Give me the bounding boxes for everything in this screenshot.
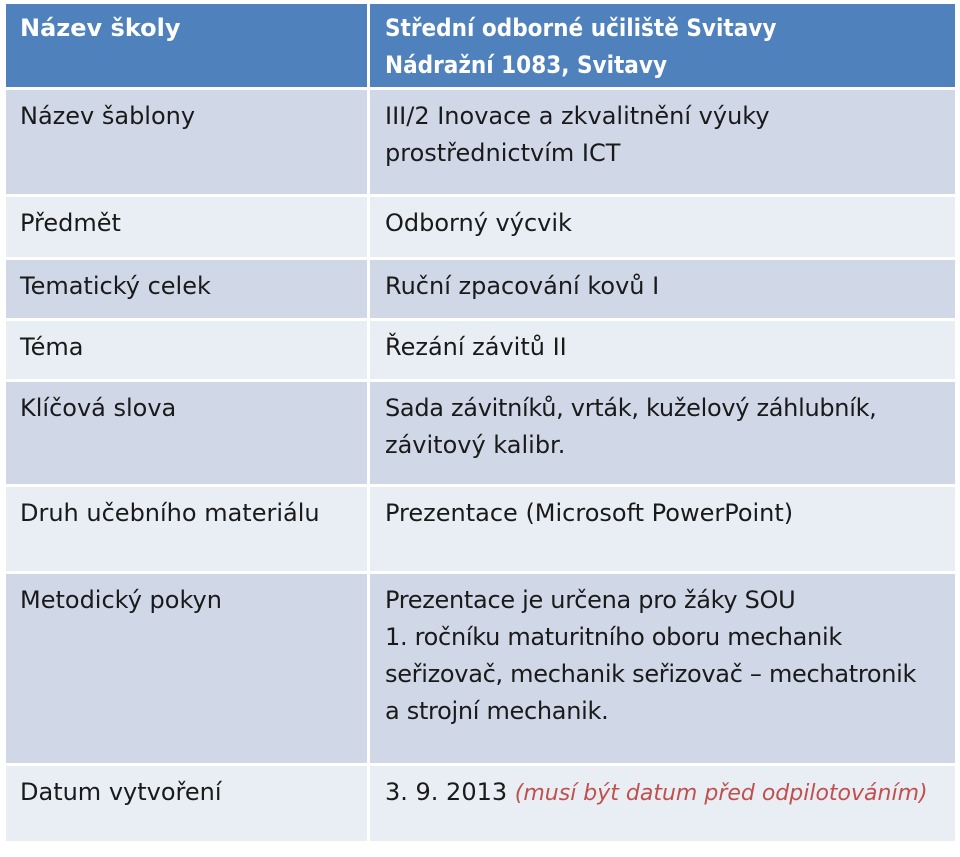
methodical-note-line: seřizovač, mechanik seřizovač – mechatronik bbox=[385, 660, 917, 688]
template-name-label: Název šablony bbox=[6, 90, 370, 197]
template-name-value bbox=[370, 90, 958, 197]
school-name-value bbox=[370, 4, 958, 90]
school-name-label: Název školy bbox=[6, 4, 370, 90]
creation-date-label: Datum vytvoření bbox=[6, 766, 370, 844]
school-address-line: Nádražní 1083, Svitavy bbox=[385, 51, 668, 79]
school-name-line: Střední odborné učiliště Svitavy bbox=[385, 14, 777, 42]
thematic-unit-value: Ruční zpacování kovů I bbox=[370, 260, 958, 321]
template-name-line: III/2 Inovace a zkvalitnění výuky bbox=[385, 102, 770, 130]
methodical-note-label: Metodický pokyn bbox=[6, 574, 370, 766]
table-row-topic bbox=[6, 321, 958, 382]
table-row-keywords bbox=[6, 382, 958, 487]
subject-value: Odborný výcvik bbox=[370, 197, 958, 260]
topic-value: Řezání závitů II bbox=[370, 321, 958, 382]
methodical-note-line: a strojní mechanik. bbox=[385, 697, 609, 725]
methodical-note-value bbox=[370, 574, 958, 766]
creation-date-value bbox=[370, 766, 958, 844]
thematic-unit-label: Tematický celek bbox=[6, 260, 370, 321]
methodical-note-line: Prezentace je určena pro žáky SOU bbox=[385, 586, 796, 614]
table-row-material-type bbox=[6, 487, 958, 574]
keywords-value bbox=[370, 382, 958, 487]
table-row-creation-date bbox=[6, 766, 958, 844]
creation-date-text: 3. 9. 2013 bbox=[385, 778, 508, 806]
material-type-value: Prezentace (Microsoft PowerPoint) bbox=[370, 487, 958, 574]
table-row-methodical-note bbox=[6, 574, 958, 766]
keywords-line: závitový kalibr. bbox=[385, 431, 566, 459]
topic-label: Téma bbox=[6, 321, 370, 382]
subject-label: Předmět bbox=[6, 197, 370, 260]
school-info-table bbox=[6, 4, 958, 844]
table-row-subject bbox=[6, 197, 958, 260]
table-row-school-name bbox=[6, 4, 958, 90]
table-row-thematic-unit bbox=[6, 260, 958, 321]
keywords-line: Sada závitníků, vrták, kuželový záhlubník, bbox=[385, 394, 877, 422]
material-type-label: Druh učebního materiálu bbox=[6, 487, 370, 574]
table-row-template-name bbox=[6, 90, 958, 197]
methodical-note-line: 1. ročníku maturitního oboru mechanik bbox=[385, 623, 842, 651]
template-name-line: prostřednictvím ICT bbox=[385, 139, 621, 167]
keywords-label: Klíčová slova bbox=[6, 382, 370, 487]
creation-date-note: (musí být datum před odpilotováním) bbox=[514, 781, 928, 806]
